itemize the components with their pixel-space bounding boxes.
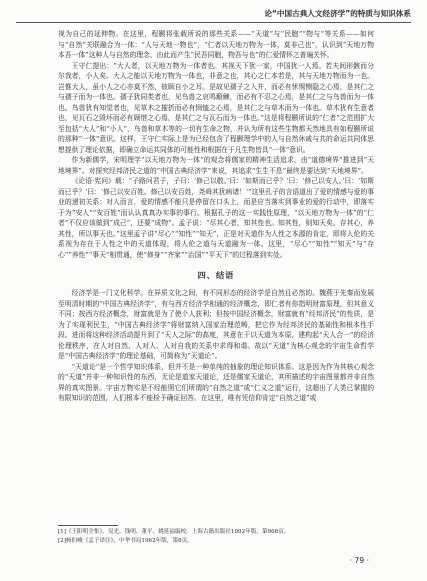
paragraph: 作为新儒学，宋明理学“以天地万物为一体”的观念将儒家的精神生活追求，由“道德境界”推进到“天地境界”。对探究经邦济民之道的“中国古典经济学”来说，其追求“生生不息”最终是要达到“天地境界”。	[58, 156, 374, 175]
paragraph: 《论语·宪问》载：“子路问君子，子曰：‘修己以敬。’曰：‘如斯而已乎？’曰：‘修己以安人。’曰：‘如斯而已乎？’曰：‘修己以安百姓。修己以安百姓，尧舜其犹病诸！’”这里孔子的言语道出了爱的情感与爱的事业的递初关系：对人而言，爱的情感不能只是停留在口头上，而是应当落实到事业的爱的行动中，即落实于为“安人”“安百姓”而认认真真办实事的事行。根据孔子的这一实践性原理，“以天地万物为一体”的“仁者”不仅应该做到“成己”，还要“成物”。孟子说：“尽其心者，知其性也。知其性，则知天矣。存其心，养其性，所以事天也。”这里孟子讲“尽心”“知性”“知天”，正是对天道作为人性之本源的肯定，即将人伦的关系视为存在于人性之中的天道体现，将人伦之道与天道融为一体。这里，“尽心”“知性”“知天”与“存心”“养性”“事天”相贯通，使“修身”“齐家”“治国”“平天下”的过程落到实处。	[58, 177, 374, 259]
running-head: 论“中国古典人文经济学”的特质与知识体系	[264, 9, 411, 18]
paragraph: 经济学是一门文化科学。在异质文化之间，有不同形态的经济学是自然且必然的。魏燕于先秦而发展至明清时期的“中国古典经济学”，有与西方经济学相通的经济概念，即仁者有你指明财富原理，但其意义不同；按西方经济概念，财富就是为了使个人获利；但按中国经济概念，财富就有“经邦济民”的性质，是为了实现利民生，“中国古典经济学”将财富纳入国家治理范畴，把它作为经邦济民的基础性和根本性手段。进而将这种经济活动提升到了“天人之际”的高度，其意在于以天道为本原，建构起“天人合一”的经济伦理秩序，在人对自然、人对人、人对自我的关系中求得和谐。故以“天道”为核心观念的宇宙生命哲学是“中国古典经济学”的理论基础，可简称为“天道论”。	[58, 289, 374, 360]
footnotes	[58, 528, 374, 545]
page-number: · 79 ·	[349, 556, 369, 565]
paragraph: 视为自己的延伸物。在这里，程颢将张载所说的那些关系——“天道”与“民胞”“物与”等关系——如何与“自然”关联融合为一体：“人与天地一物也”，“仁者以天地万物为一体，莫非己也”，认识到“天地万物本吾一体”这种人与自然的理念，由此而产生“民吾同胞，物吾与也”的仁爱情怀之普遍关怀。	[58, 30, 374, 59]
section-heading: 四、结语	[197, 270, 235, 280]
paragraph: 王守仁提出：“大人者，以天地万物为一体者也。其视天下犹一家，中国犹一人焉。若夫间形骸而分尔我者，小人矣。大人之能以天地万物为一体也，非意之也，其心之仁本若是，其与天地万物而为一也。岂惟大人，虽小人之心亦莫不然，彼顾自小之耳。是故见孺子之入井，而必有怵惕恻隐之心焉，是其仁之与孺子而为一体也。孺子犹同类者也，见鸟兽之哀鸣觳觫，而必有不忍之心焉，是其仁之与鸟兽而为一体也。鸟兽犹有知觉者也，见草木之摧折而必有悯恤之心焉，是其仁之与草木而为一体也。草木犹有生意者也，见瓦石之毁坏而必有顾惜之心焉，是其仁之与瓦石而为一体也。”这是将程颢所说的“仁者”之范围扩大至包括“大人”和“小人”，鸟兽和草木等的一切有生命之物，并认为所有这些生物都天然地具有如程颢所说的那种“一体”意识。这样，王守仁实际上是为已经包含了程颢理学中的人与自然休戚与共的命运共同体思想提供了理论依据，即确立命运共同体的可能性和根据在于凡生物皆具“一体”意识。	[58, 61, 374, 154]
footnote-rule	[58, 525, 118, 526]
header-rule	[16, 22, 411, 23]
footnote: [1]《王阳明全集》，吴光、钱明、董平、姚延福编校，上海古籍出版社1992年版，第968页。	[58, 529, 290, 535]
footnote: [2]杨伯峻《孟子译注》，中华书局1962年版，第8页。	[58, 537, 193, 544]
paragraph: “天道论”是一个哲学知识体系，但并不是一种单纯的抽象的理论知识体系。这是因为作为其核心观念的“天道”并非一种知识性的东西，无论是道家天道论，还是儒家天道论，其所描述的宇宙图景都并非自然界的真实图景。宇宙万物实是不经能照它们所谓的“自然之道”或“仁义之道”运行，这超出了人类已掌握的有限知识的范围，人们根本不能检予确证回答。在这里，唯有凭信仰肯定“自然之道”或	[58, 362, 374, 402]
body-text	[58, 29, 374, 404]
